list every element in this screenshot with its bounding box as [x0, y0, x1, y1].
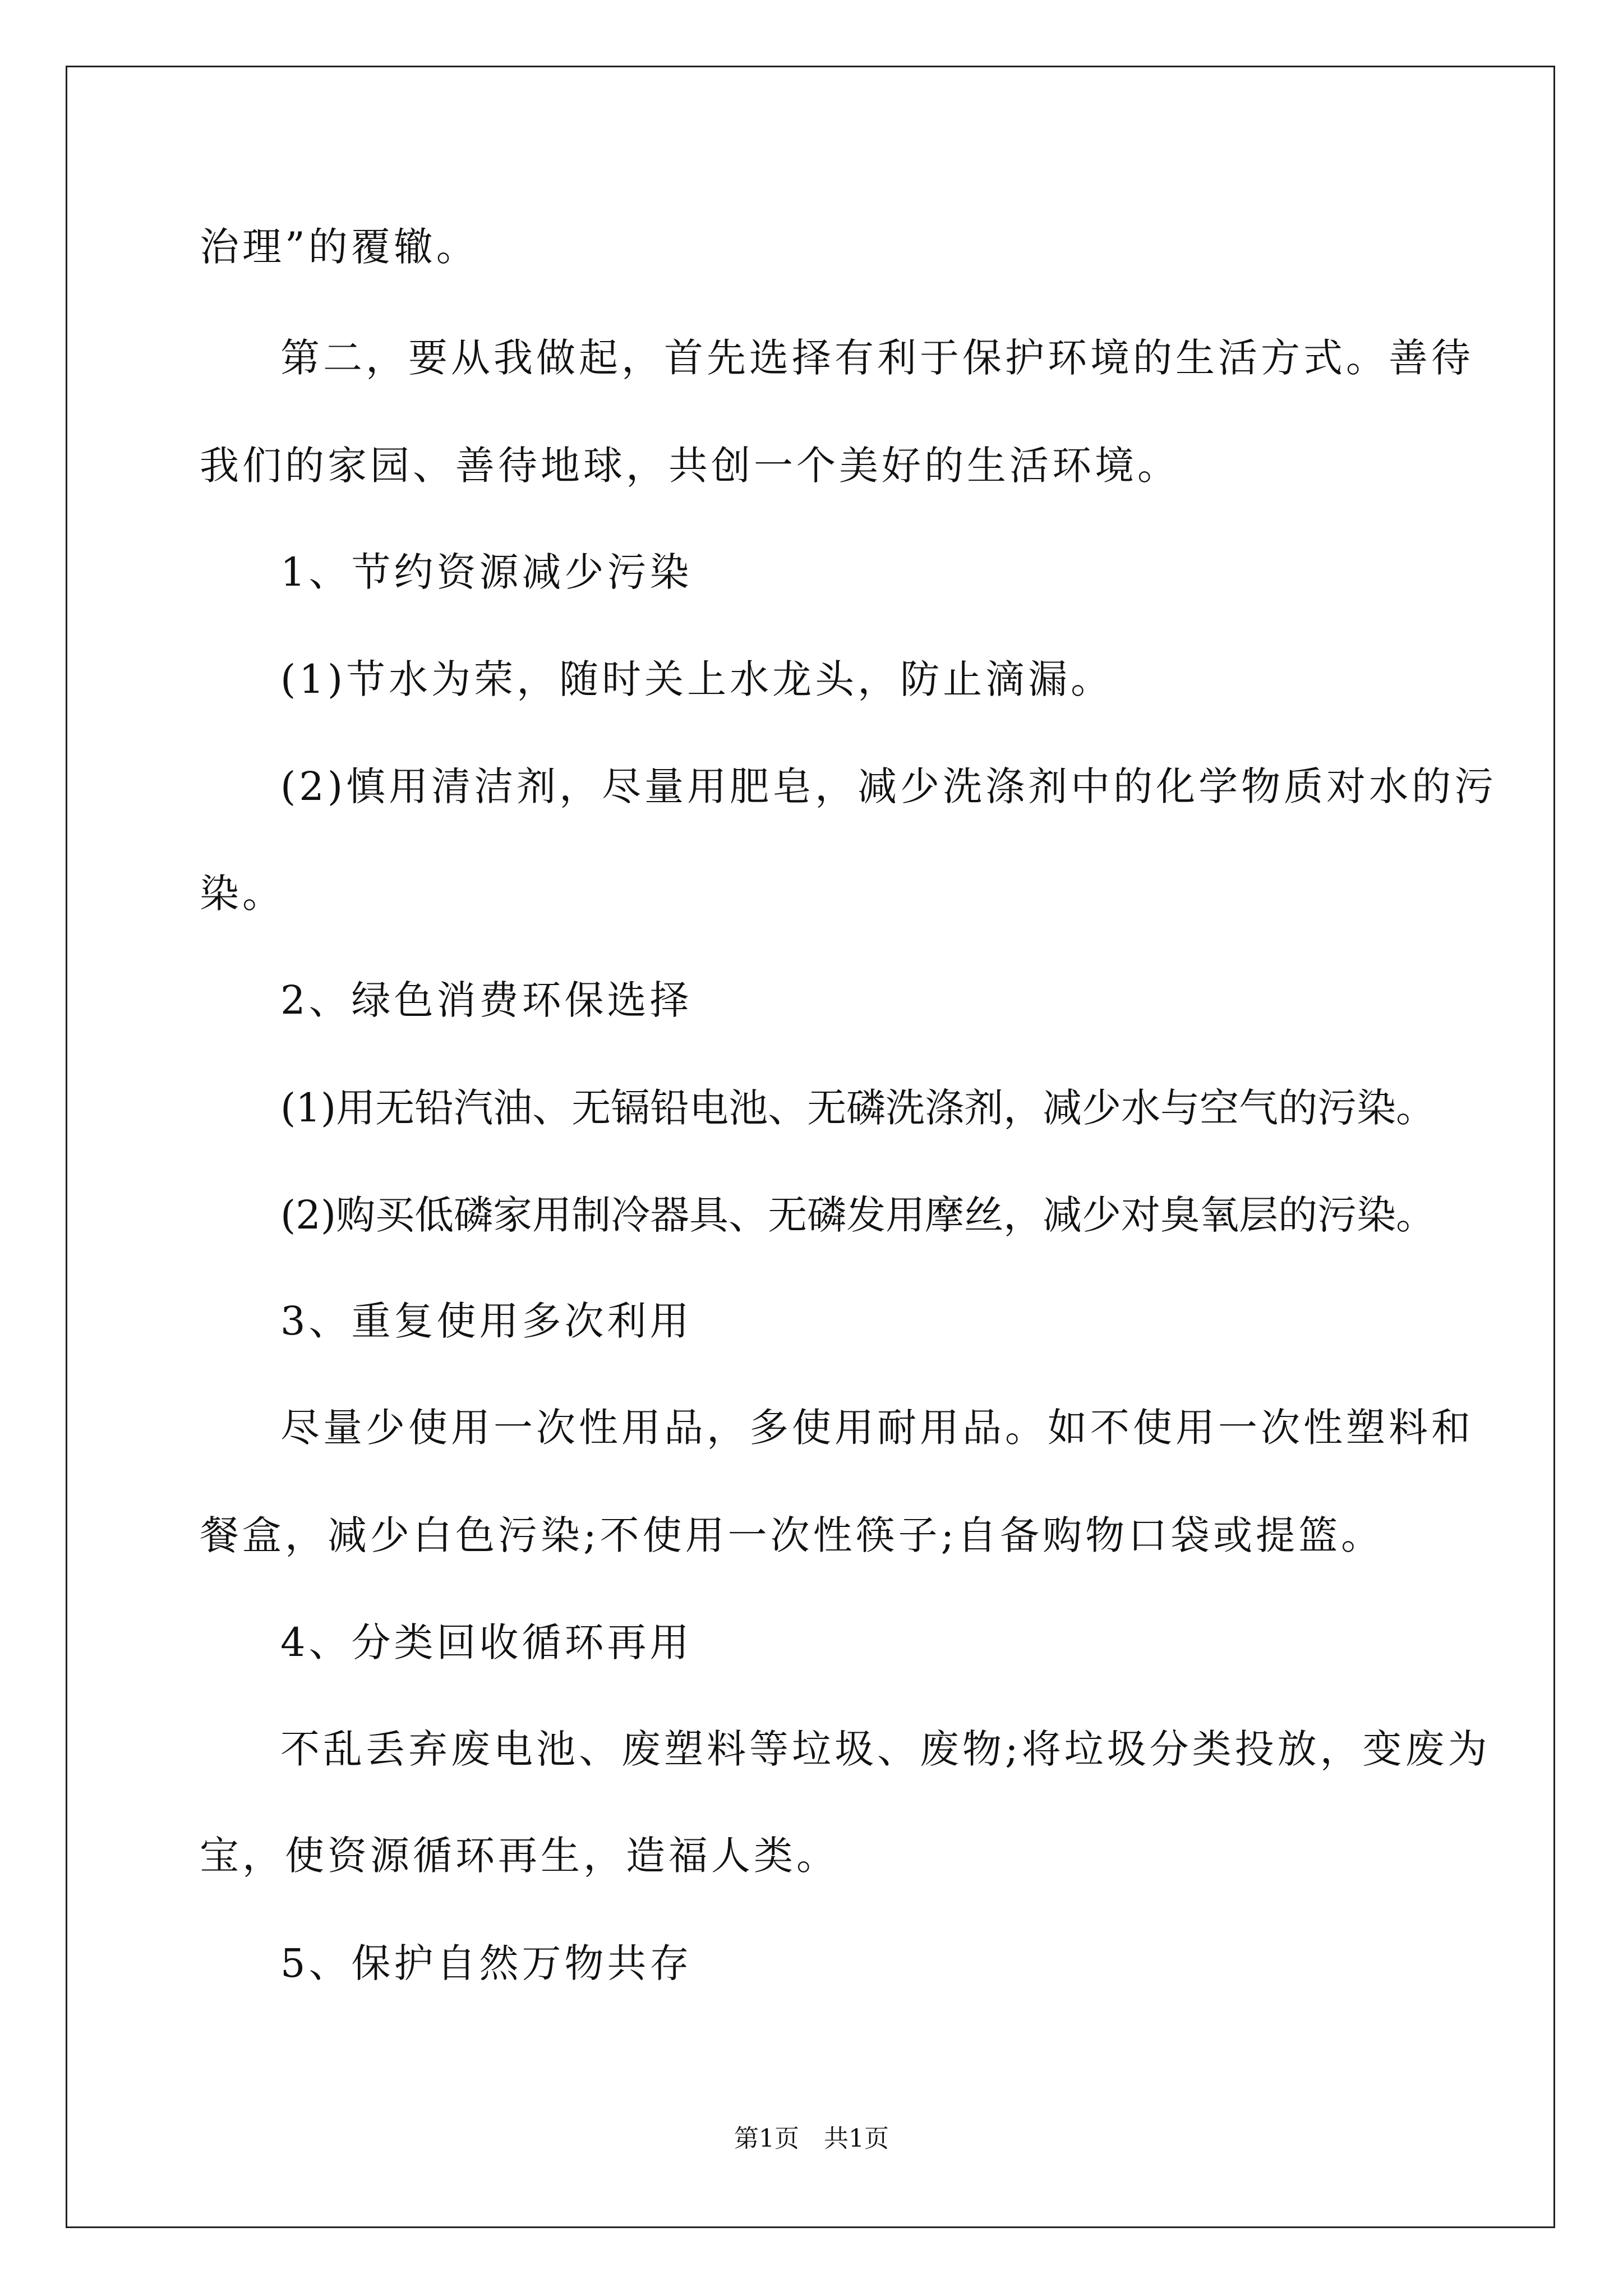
body-line-13: 餐盒，减少白色污染;不使用一次性筷子;自备购物口袋或提篮。 — [200, 1512, 1384, 1558]
body-line-5: (1)节水为荣，随时关上水龙头，防止滴漏。 — [280, 656, 1114, 702]
body-line-15: 不乱丢弃废电池、废塑料等垃圾、废物;将垃圾分类投放，变废为 — [280, 1726, 1491, 1772]
body-line-1: 治理”的覆辙。 — [200, 224, 479, 270]
page-border — [66, 66, 1555, 2228]
body-line-6: (2)慎用清洁剂，尽量用肥皂，减少洗涤剂中的化学物质对水的污 — [280, 763, 1497, 809]
body-line-9: (1)用无铅汽油、无镉铅电池、无磷洗涤剂，减少水与空气的污染。 — [280, 1085, 1436, 1131]
section-heading-4: 4、分类回收循环再用 — [280, 1619, 693, 1665]
page-total: 共1页 — [824, 2124, 889, 2153]
body-line-12: 尽量少使用一次性用品，多使用耐用品。如不使用一次性塑料和 — [280, 1405, 1474, 1451]
page-number: 第1页 — [734, 2124, 799, 2153]
body-line-16: 宝，使资源循环再生，造福人类。 — [200, 1833, 839, 1879]
section-heading-5: 5、保护自然万物共存 — [280, 1940, 693, 1986]
page-footer — [0, 2124, 1623, 2153]
section-heading-1: 1、节约资源减少污染 — [280, 549, 693, 595]
body-line-7: 染。 — [200, 871, 285, 917]
section-heading-2: 2、绿色消费环保选择 — [280, 977, 693, 1023]
section-heading-3: 3、重复使用多次利用 — [280, 1298, 693, 1344]
body-line-10: (2)购买低磷家用制冷器具、无磷发用摩丝，减少对臭氧层的污染。 — [280, 1192, 1436, 1238]
body-line-2: 第二，要从我做起，首先选择有利于保护环境的生活方式。善待 — [280, 335, 1474, 381]
body-line-3: 我们的家园、善待地球，共创一个美好的生活环境。 — [200, 443, 1180, 489]
